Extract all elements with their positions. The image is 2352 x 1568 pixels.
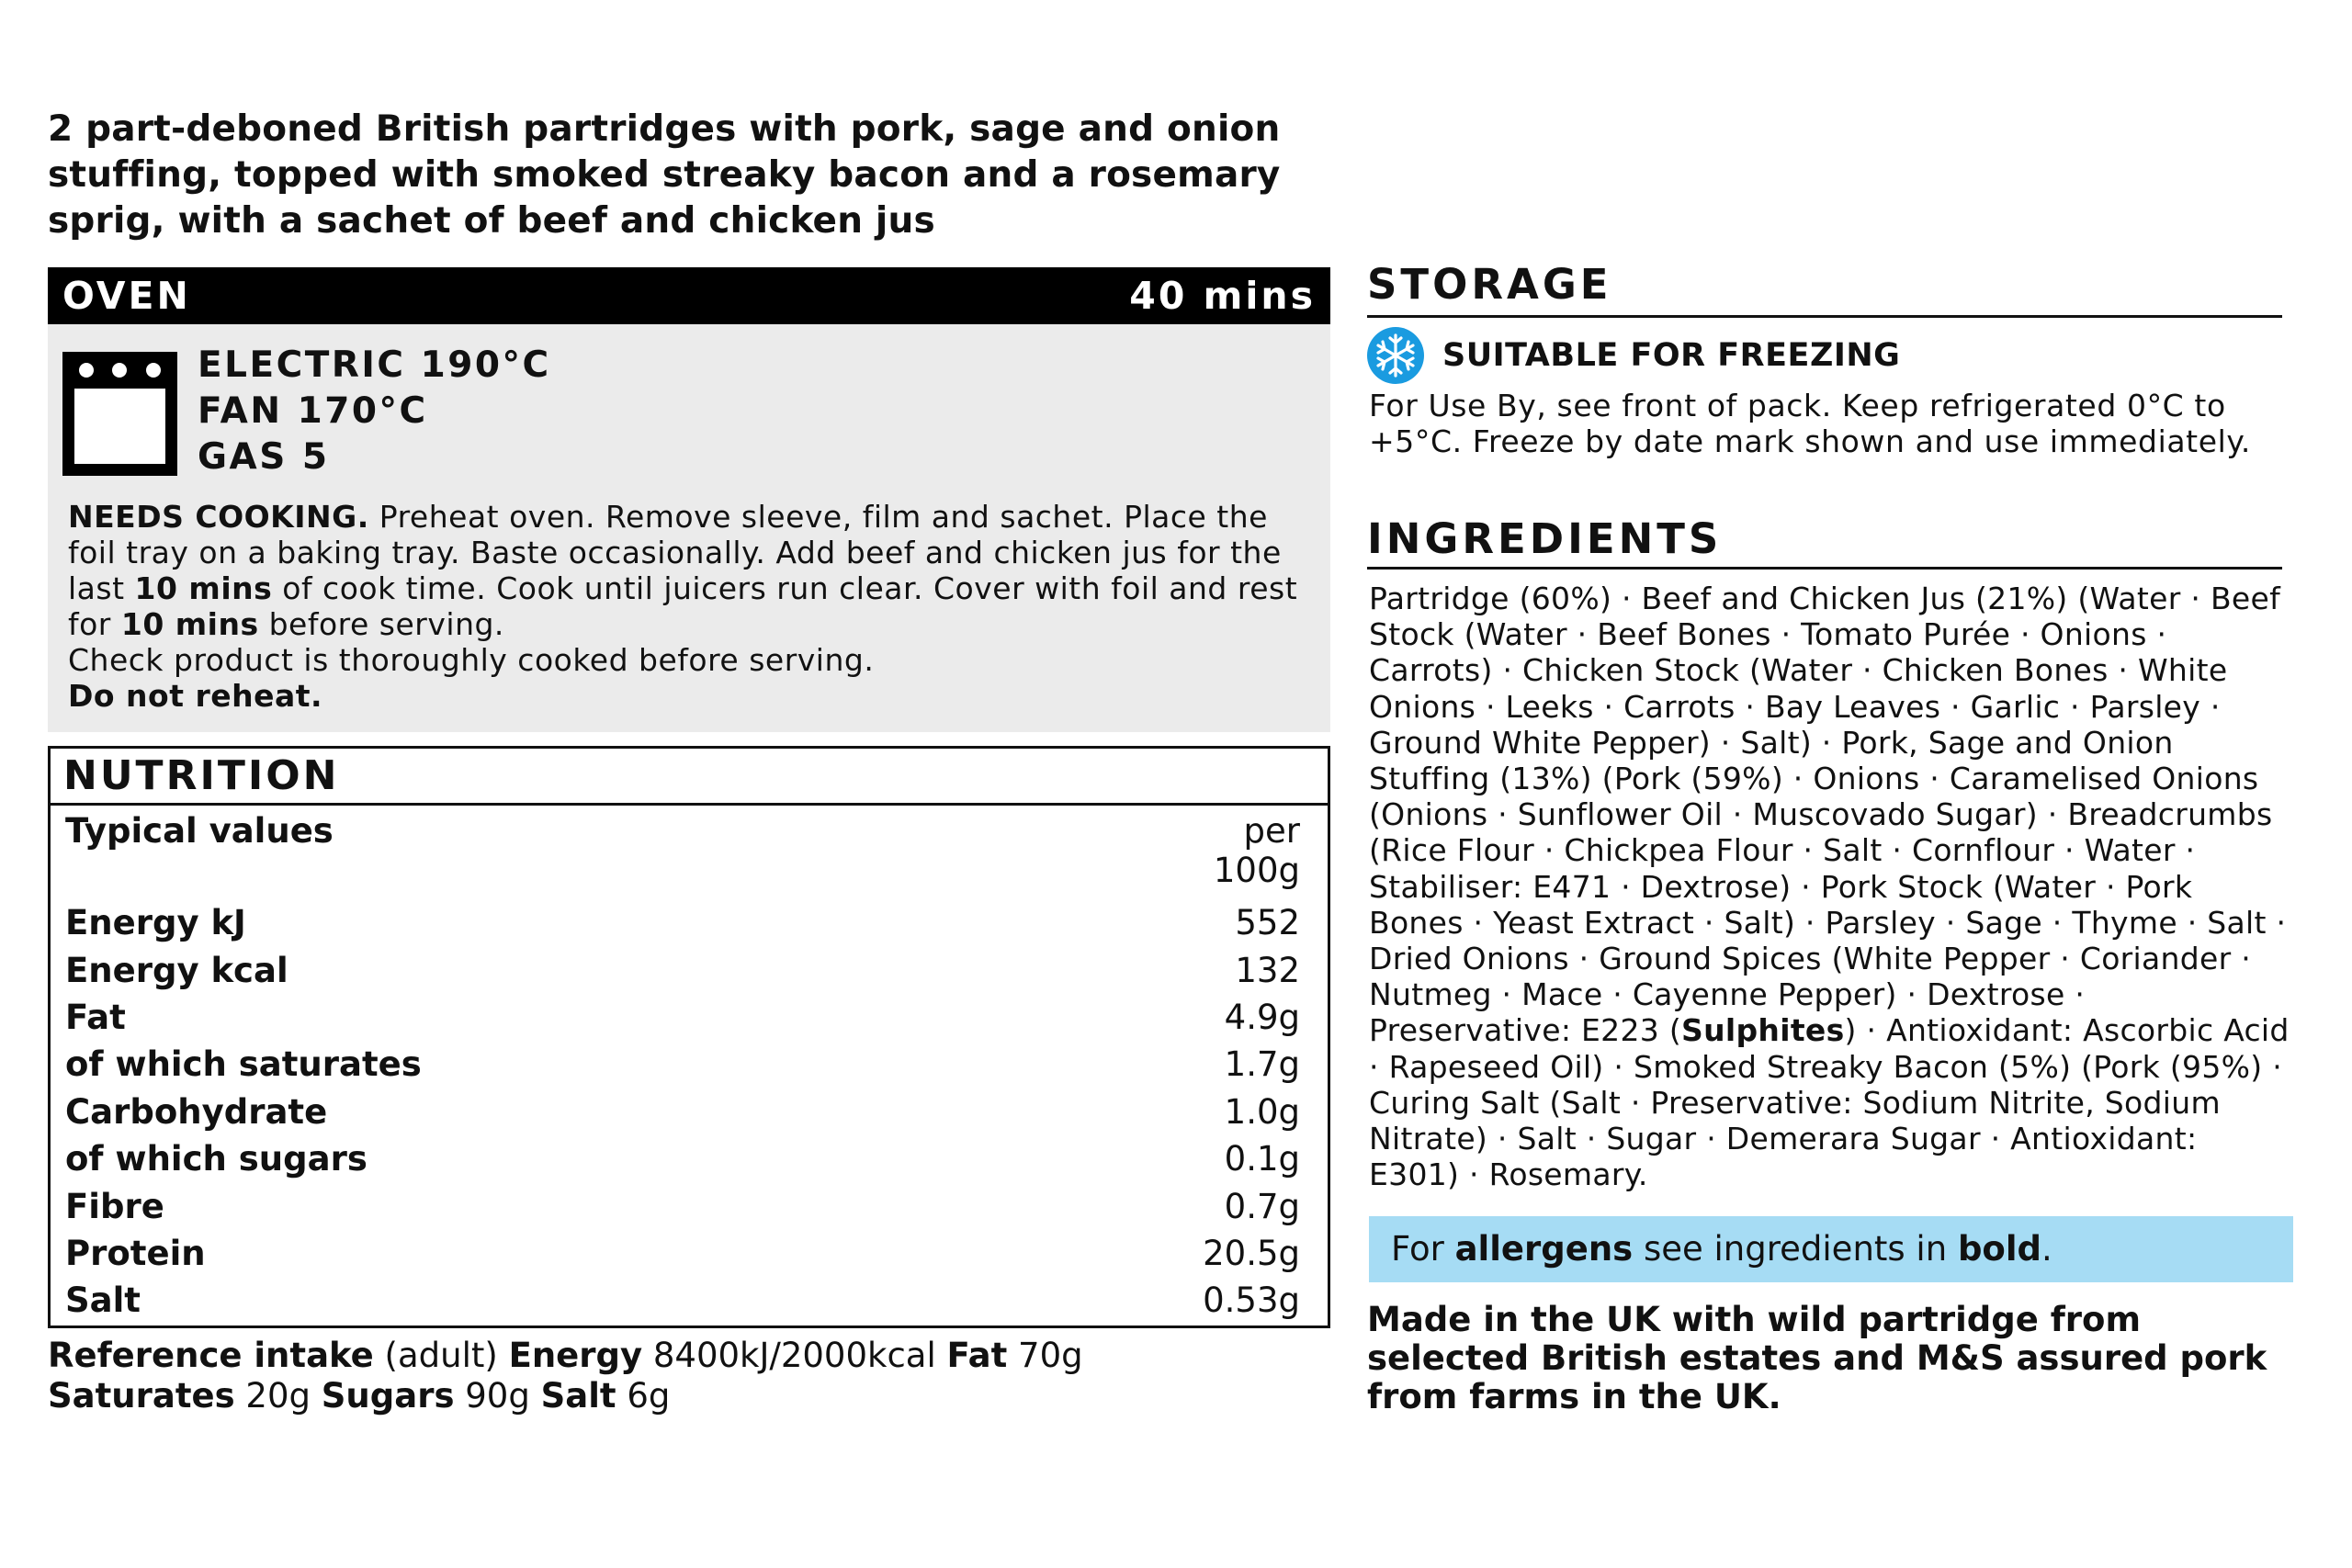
nutrition-value: 552 [1235, 903, 1300, 943]
oven-icon [62, 352, 177, 476]
nutrition-value: 20.5g [1203, 1233, 1300, 1273]
per-100g-label: per 100g [1213, 811, 1300, 890]
oven-time: 40 mins [1129, 274, 1316, 318]
nutrition-row [65, 1041, 1300, 1088]
oven-header [48, 267, 1330, 324]
reference-intake: Reference intake (adult) Energy 8400kJ/2000kcal Fat 70g Saturates 20g Sugars 90g Salt 6g [48, 1336, 1083, 1416]
oven-check-note: Check product is thoroughly cooked before serving. [68, 642, 875, 678]
needs-cooking-label: NEEDS COOKING. [68, 499, 369, 535]
nutrition-label: of which saturates [65, 1044, 422, 1085]
origin-statement: Made in the UK with wild partridge from selected British estates and M&S assured pork from farms in the UK. [1367, 1300, 2267, 1416]
nutrition-value: 0.7g [1224, 1186, 1300, 1226]
no-reheat-note: Do not reheat. [68, 678, 323, 714]
ingredients-list: Partridge (60%) · Beef and Chicken Jus (21%) (Water · Beef Stock (Water · Beef Bones · Tomato Purée · Onions · Carrots) · Chicken Stock (Water · Chicken Bones · White Onions · Leeks · Carrots · Bay Leaves · Garlic · Parsley · Ground White Pepper) · Salt) · Pork, Sage and Onion Stuffing (13%) (Pork (59%) · Onions · Caramelised Onions (Onions · Sunflower Oil · Muscovado Sugar) · Breadcrumbs (Rice Flour · Chickpea Flour · Salt · Cornflour · Water · Stabiliser: E471 · Dextrose) · Pork Stock (Water · Pork Bones · Yeast Extract · Salt) · Parsley · Sage · Thyme · Salt · Dried Onions · Ground Spices (White Pepper · Coriander · Nutmeg · Mace · Cayenne Pepper) · Dextrose · Preservative: E223 (Sulphites) · Antioxidant: Ascorbic Acid · Rapeseed Oil) · Smoked Streaky Bacon (5%) (Pork (95%) · Curing Salt (Salt · Preservative: Sodium Nitrite, Sodium Nitrate) · Salt · Sugar · Demerara Sugar · Antioxidant: E301) · Rosemary. [1369, 581, 2290, 1193]
nutrition-title: NUTRITION [51, 749, 1328, 806]
freezing-label: SUITABLE FOR FREEZING [1442, 337, 1901, 374]
nutrition-value: 1.0g [1224, 1091, 1300, 1132]
nutrition-row [65, 994, 1300, 1041]
nutrition-label: Energy kJ [65, 903, 246, 943]
oven-settings [198, 343, 551, 480]
nutrition-label: Energy kcal [65, 950, 288, 990]
nutrition-header-row [65, 806, 1300, 899]
nutrition-label: Salt [65, 1280, 141, 1321]
nutrition-label: Fat [65, 997, 126, 1037]
nutrition-label: Fibre [65, 1186, 164, 1226]
oven-instructions: NEEDS COOKING. Preheat oven. Remove sleeve, film and sachet. Place the foil tray on a baking tray. Baste occasionally. Add beef and chicken jus for the last 10 mins of cook time. Cook until juicers run clear. Cover with foil and rest for 10 mins before serving. Check product is thoroughly cooked before serving. Do not reheat. [68, 499, 1317, 714]
nutrition-label: Protein [65, 1233, 206, 1273]
oven-title: OVEN [62, 274, 191, 318]
nutrition-row [65, 1135, 1300, 1182]
nutrition-row [65, 946, 1300, 993]
freezing-notice [1367, 327, 1900, 384]
nutrition-value: 0.1g [1224, 1139, 1300, 1179]
oven-panel [48, 324, 1330, 732]
nutrition-table [48, 746, 1330, 1328]
ingredients-title: INGREDIENTS [1367, 511, 2282, 570]
storage-instructions: For Use By, see front of pack. Keep refrigerated 0°C to +5°C. Freeze by date mark shown and use immediately. [1369, 388, 2251, 459]
oven-setting-electric: ELECTRIC 190°C [198, 344, 551, 386]
product-description: 2 part-deboned British partridges with pork, sage and onion stuffing, topped with smoked streaky bacon and a rosemary sprig, with a sachet of beef and chicken jus [48, 108, 1281, 242]
nutrition-row [65, 1182, 1300, 1229]
nutrition-value: 1.7g [1224, 1044, 1300, 1085]
nutrition-row [65, 1089, 1300, 1135]
allergen-sulphites: Sulphites [1681, 1012, 1845, 1049]
nutrition-row [65, 899, 1300, 946]
nutrition-label: Carbohydrate [65, 1091, 328, 1132]
typical-values-label: Typical values [65, 811, 334, 851]
nutrition-value: 4.9g [1224, 997, 1300, 1037]
oven-setting-fan: FAN 170°C [198, 390, 428, 432]
nutrition-value: 132 [1235, 950, 1300, 990]
nutrition-row [65, 1277, 1300, 1324]
snowflake-icon [1367, 327, 1424, 384]
storage-title: STORAGE [1367, 257, 2282, 318]
nutrition-value: 0.53g [1203, 1280, 1300, 1321]
oven-setting-gas: GAS 5 [198, 436, 330, 478]
nutrition-label: of which sugars [65, 1139, 368, 1179]
nutrition-row [65, 1230, 1300, 1277]
allergen-note: For allergens see ingredients in bold. [1369, 1216, 2293, 1282]
